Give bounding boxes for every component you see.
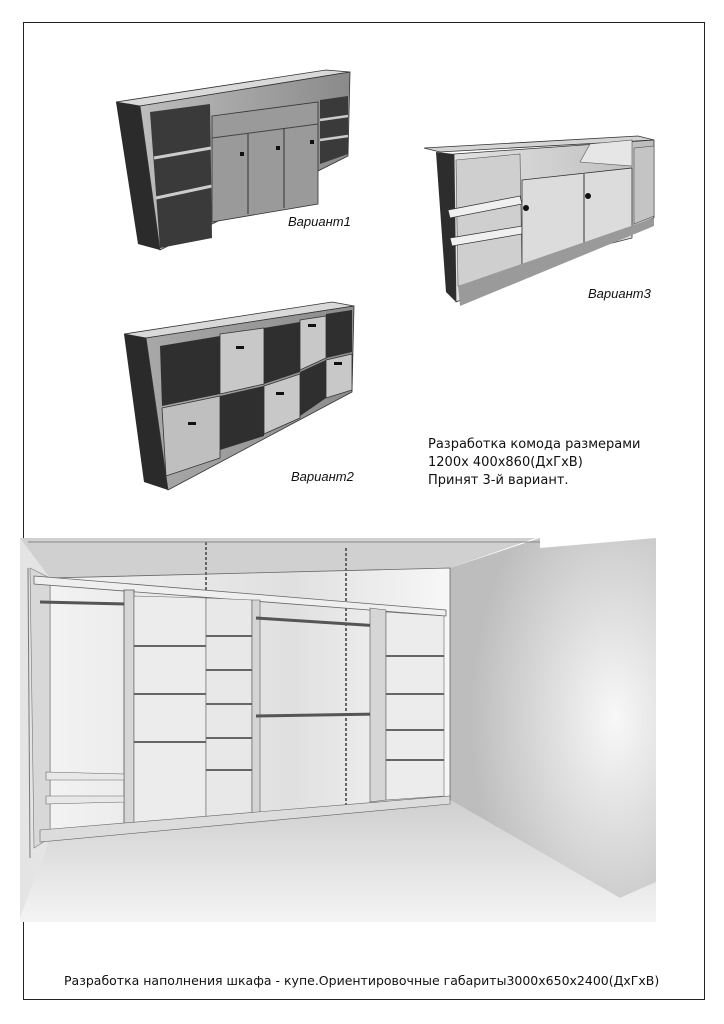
variant-1-label: Вариант1 (288, 214, 351, 229)
note-line-3: Принят 3-й вариант. (428, 473, 569, 488)
wardrobe-interior-render (20, 538, 660, 922)
variant-3-label: Вариант3 (588, 286, 651, 301)
chest-variant-2 (122, 298, 356, 492)
chest-note (428, 436, 641, 490)
note-line-2: 1200х 400х860(ДхГхВ) (428, 455, 583, 470)
wardrobe-caption: Разработка наполнения шкафа - купе.Ориентировочные габариты3000х650х2400(ДхГхВ) (64, 973, 660, 988)
chest-variant-3 (422, 134, 660, 308)
variant-2-label: Вариант2 (291, 469, 354, 484)
note-line-1: Разработка комода размерами (428, 437, 641, 452)
